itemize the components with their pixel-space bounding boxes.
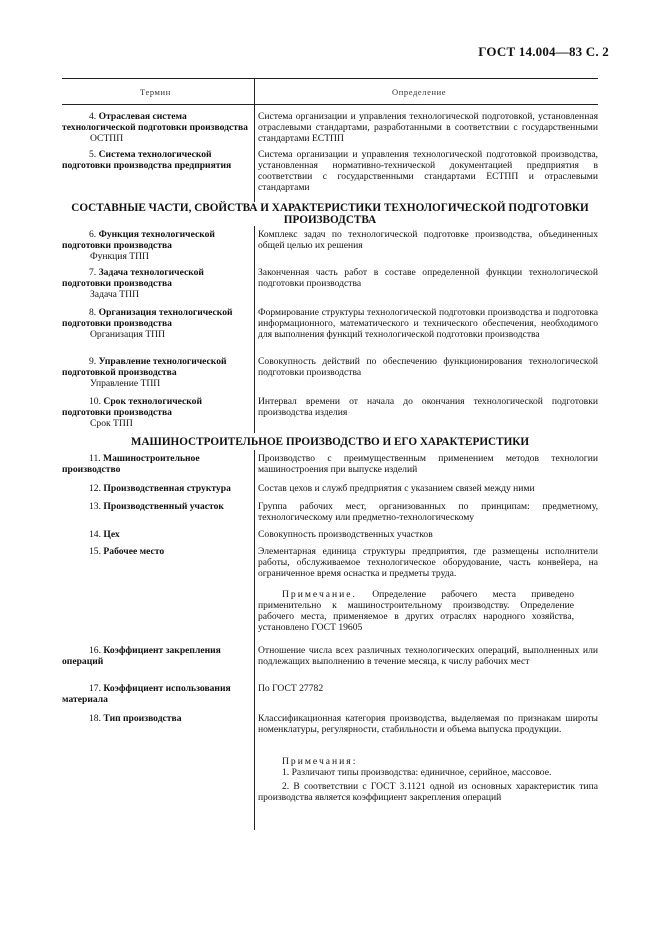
term-row-8: 8. Организация технологической подготовки производства Организация ТПП bbox=[62, 307, 233, 340]
column-divider bbox=[254, 78, 255, 202]
term-row-13: 13. Производственный участок bbox=[89, 501, 224, 512]
definition-row-13: Группа рабочих мест, организованных по принципам: предметному, технологическому или предметно-технологическому bbox=[258, 501, 598, 523]
note-row-15: Примечание. Определение рабочего места приведено применительно к машиностроительному производству. Определение рабочего места, применяемое в других отраслях народного хозяйства, установлено ГОСТ 19605 bbox=[258, 589, 574, 633]
term-row-6: 6. Функция технологической подготовки производства Функция ТПП bbox=[62, 229, 215, 262]
term-row-11: 11. Машиностроительное производство bbox=[62, 453, 200, 475]
term-row-18: 18. Тип производства bbox=[89, 713, 182, 724]
definition-row-6: Комплекс задач по технологической подготовке производства, объединенных общей целью их решения bbox=[258, 229, 598, 251]
table-header-rule bbox=[62, 104, 598, 105]
column-divider bbox=[254, 226, 255, 433]
definition-row-5: Система организации и управления технологической подготовкой производства, установленная нормативно-технической документацией предприятия в соответствии с государственными стандартами ЕСТПП и отраслевыми стандартами bbox=[258, 149, 598, 193]
term-row-14: 14. Цех bbox=[89, 529, 120, 540]
definition-row-8: Формирование структуры технологической подготовки производства и подготовка информационного, математического и технического обеспечения, необходимого для выполнения функций технологической подготовки производства bbox=[258, 307, 598, 340]
notes-label: Примечания: bbox=[282, 756, 358, 767]
definition-row-16: Отношение числа всех различных технологических операций, выполненных или подлежащих выполнению в течение месяца, к числу рабочих мест bbox=[258, 645, 598, 667]
note-1: 1. Различают типы производства: единичное, серийное, массовое. bbox=[282, 767, 552, 778]
definition-row-12: Состав цехов и служб предприятия с указанием связей между ними bbox=[258, 483, 535, 494]
term-column-header: Термин bbox=[140, 87, 171, 97]
definition-column-header: Определение bbox=[392, 87, 447, 97]
term-row-15: 15. Рабочее место bbox=[89, 546, 165, 557]
page-header: ГОСТ 14.004—83 С. 2 bbox=[478, 44, 609, 59]
notes-row-18 bbox=[258, 756, 598, 803]
term-row-7: 7. Задача технологической подготовки производства Задача ТПП bbox=[62, 267, 204, 300]
table-top-rule bbox=[62, 78, 598, 79]
term-row-12: 12. Производственная структура bbox=[89, 483, 231, 494]
definition-row-10: Интервал времени от начала до окончания технологической подготовки производства изделия bbox=[258, 396, 598, 418]
definition-row-9: Совокупность действий по обеспечению функционирования технологической подготовки производства bbox=[258, 356, 598, 378]
section-heading: СОСТАВНЫЕ ЧАСТИ, СВОЙСТВА И ХАРАКТЕРИСТИКИ ТЕХНОЛОГИЧЕСКОЙ ПОДГОТОВКИ ПРОИЗВОДСТВА bbox=[71, 202, 589, 226]
term-row-5: 5. Система технологической подготовки производства предприятия bbox=[62, 149, 232, 171]
definition-row-18: Классификационная категория производства, выделяемая по признакам широты номенклатуры, регулярности, стабильности и объема выпуска продукции. bbox=[258, 713, 598, 735]
term-row-4: 4. Отраслевая система технологической подготовки производства ОСТПП bbox=[62, 111, 248, 144]
column-divider bbox=[254, 450, 255, 830]
term-row-9: 9. Управление технологической подготовкой производства Управление ТПП bbox=[62, 356, 227, 389]
definition-row-7: Законченная часть работ в составе определенной функции технологической подготовки производства bbox=[258, 267, 598, 289]
term-row-16: 16. Коэффициент закрепления операций bbox=[62, 645, 221, 667]
definition-row-15: Элементарная единица структуры предприятия, где размещены исполнители работы, обслуживаемое технологическое оборудование, часть конвейера, на ограниченное время оснастка и предметы труда. bbox=[258, 546, 598, 579]
term-row-17: 17. Коэффициент использования материала bbox=[62, 683, 231, 705]
definition-row-4: Система организации и управления технологической подготовкой, установленная отраслевыми стандартами, разработанными в соответствии с государственными стандартами ЕСТПП bbox=[258, 111, 598, 144]
definition-row-11: Производство с преимущественным применением методов технологии машиностроения при выпуске изделий bbox=[258, 453, 598, 475]
section-heading: МАШИНОСТРОИТЕЛЬНОЕ ПРОИЗВОДСТВО И ЕГО ХАРАКТЕРИСТИКИ bbox=[130, 436, 530, 448]
note-2: 2. В соответствии с ГОСТ 3.1121 одной из основных характеристик типа производства является коэффициент закрепления операций bbox=[258, 781, 598, 803]
definition-row-17: По ГОСТ 27782 bbox=[258, 683, 324, 694]
definition-row-14: Совокупность производственных участков bbox=[258, 529, 433, 540]
term-row-10: 10. Срок технологической подготовки производства Срок ТПП bbox=[62, 396, 202, 429]
